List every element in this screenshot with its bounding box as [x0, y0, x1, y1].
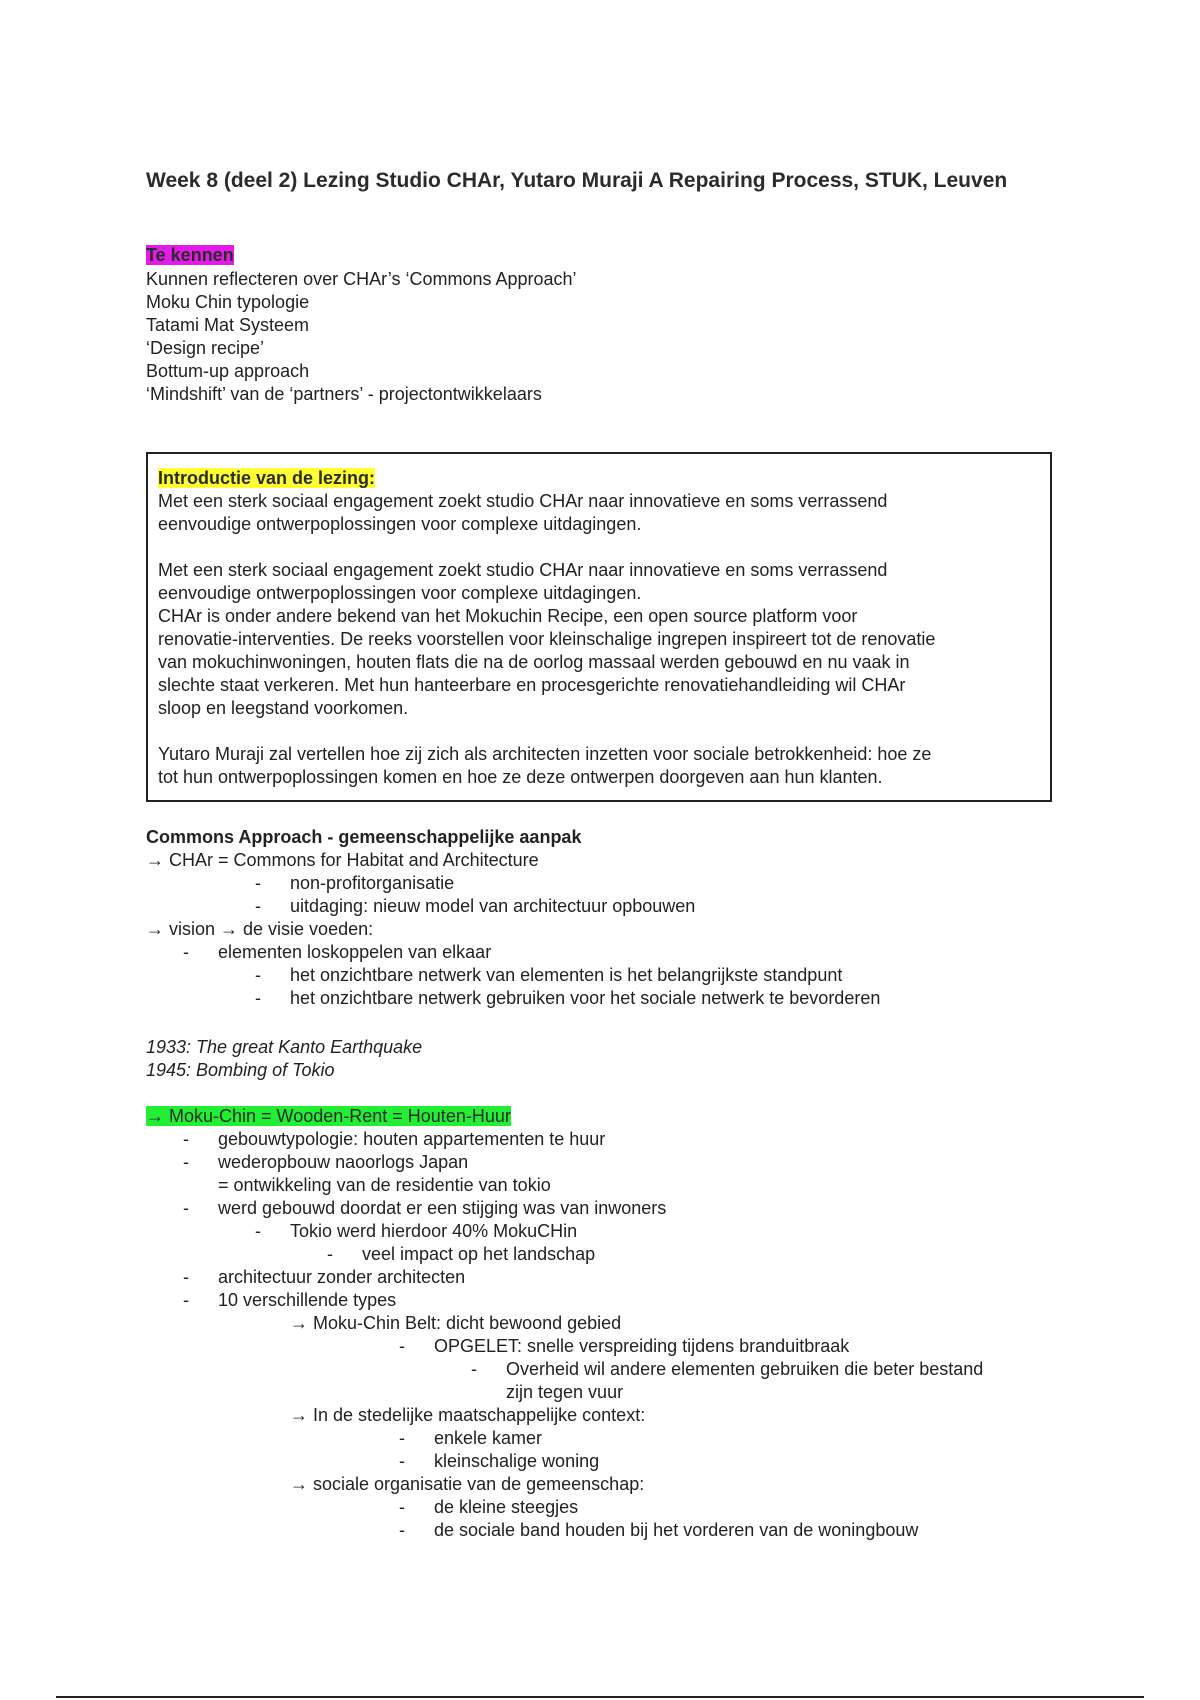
- intro-line: sloop en leegstand voorkomen.: [158, 698, 409, 718]
- footer-rule: [56, 1696, 1144, 1698]
- intro-line: Yutaro Muraji zal vertellen hoe zij zich als architecten inzetten voor sociale betrokkenheid: hoe ze: [158, 744, 932, 764]
- te-kennen-heading: Te kennen: [146, 245, 234, 265]
- intro-heading: Introductie van de lezing:: [158, 468, 376, 488]
- date-line: 1945: Bombing of Tokio: [146, 1060, 335, 1080]
- intro-line: van mokuchinwoningen, houten flats die na de oorlog massaal werden gebouwd en nu vaak in: [158, 652, 910, 672]
- page-title: Week 8 (deel 2) Lezing Studio CHAr, Yutaro Muraji A Repairing Process, STUK, Leuven: [146, 169, 1008, 192]
- mokuchin-line: → In de stedelijke maatschappelijke context:: [290, 1405, 646, 1425]
- intro-line: tot hun ontwerpoplossingen komen en hoe ze deze ontwerpen doorgeven aan hun klanten.: [158, 767, 883, 787]
- commons-line: → CHAr = Commons for Habitat and Architecture: [146, 850, 539, 870]
- intro-line: Met een sterk sociaal engagement zoekt studio CHAr naar innovatieve en soms verrassend: [158, 491, 888, 511]
- te-kennen-item: Tatami Mat Systeem: [146, 315, 310, 335]
- te-kennen-item: Moku Chin typologie: [146, 292, 310, 312]
- intro-box: [146, 452, 1052, 802]
- intro-line: CHAr is onder andere bekend van het Mokuchin Recipe, een open source platform voor: [158, 606, 858, 626]
- intro-line: slechte staat verkeren. Met hun hanteerbare en procesgerichte renovatiehandleiding wil CHAr: [158, 675, 906, 695]
- commons-heading: Commons Approach - gemeenschappelijke aanpak: [146, 827, 582, 847]
- mokuchin-heading: → Moku-Chin = Wooden-Rent = Houten-Huur: [146, 1106, 511, 1126]
- mokuchin-line: → sociale organisatie van de gemeenschap:: [290, 1474, 645, 1494]
- te-kennen-item: Bottum-up approach: [146, 361, 310, 381]
- commons-line: → vision → de visie voeden:: [146, 919, 374, 939]
- date-line: 1933: The great Kanto Earthquake: [146, 1037, 423, 1057]
- mokuchin-line: = ontwikkeling van de residentie van tokio: [218, 1175, 551, 1195]
- intro-line: eenvoudige ontwerpoplossingen voor complexe uitdagingen.: [158, 514, 642, 534]
- mokuchin-line: zijn tegen vuur: [506, 1382, 624, 1402]
- intro-line: Met een sterk sociaal engagement zoekt studio CHAr naar innovatieve en soms verrassend: [158, 560, 888, 580]
- intro-line: eenvoudige ontwerpoplossingen voor complexe uitdagingen.: [158, 583, 642, 603]
- te-kennen-item: ‘Design recipe’: [146, 338, 265, 358]
- mokuchin-line: → Moku-Chin Belt: dicht bewoond gebied: [290, 1313, 622, 1333]
- intro-line: renovatie-interventies. De reeks voorstellen voor kleinschalige ingrepen inspireert tot de renovatie: [158, 629, 936, 649]
- te-kennen-item: ‘Mindshift’ van de ‘partners’ - projectontwikkelaars: [146, 384, 542, 404]
- te-kennen-item: Kunnen reflecteren over CHAr’s ‘Commons Approach’: [146, 269, 577, 289]
